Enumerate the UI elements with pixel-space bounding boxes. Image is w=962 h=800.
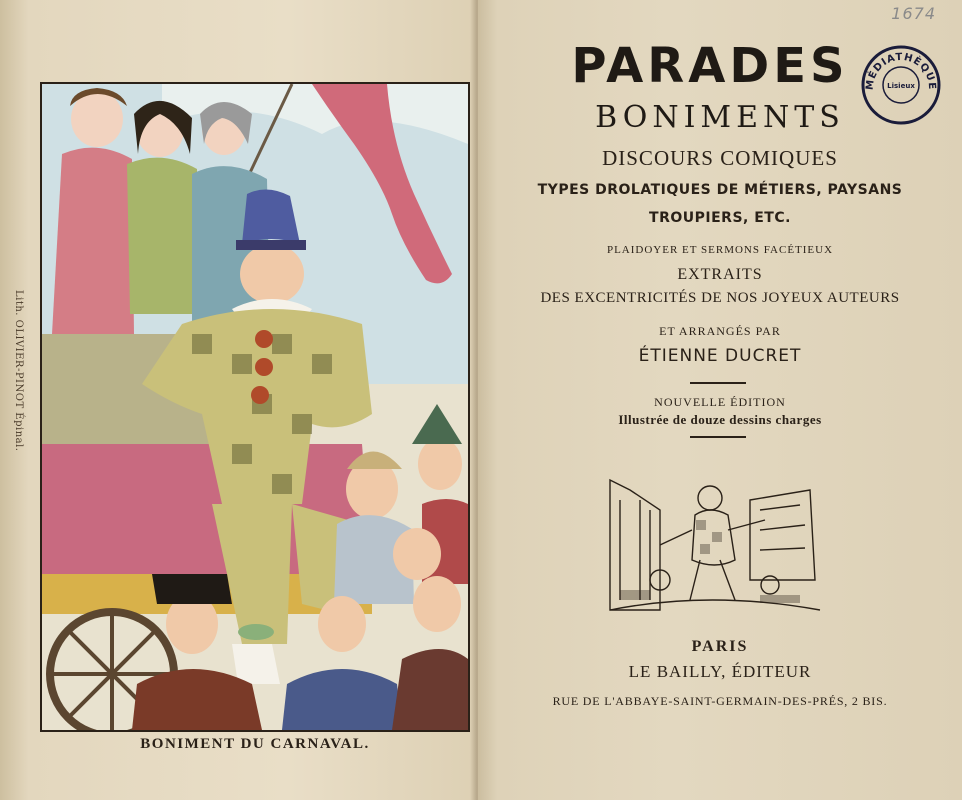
carnival-scene-image: [42, 84, 468, 730]
stamp-top-text: MÉDIATHÈQUE: [864, 51, 938, 91]
shelfmark-number: 1674: [891, 4, 936, 23]
illustration-caption: BONIMENT DU CARNAVAL.: [140, 736, 370, 752]
illustrations-note: Illustrée de douze dessins charges: [618, 412, 822, 427]
lithographer-credit: Lith. OLIVIER-PINOT Épinal.: [13, 290, 24, 452]
frontispiece-illustration: [40, 82, 470, 732]
title-line-types: TYPES DROLATIQUES DE MÉTIERS, PAYSANS: [537, 182, 903, 198]
book-title: PARADES: [571, 38, 849, 94]
book-subtitle: BONIMENTS: [595, 100, 845, 135]
author-name: ÉTIENNE DUCRET: [638, 346, 802, 366]
title-line-excentricites: DES EXCENTRICITÉS DE NOS JOYEUX AUTEURS: [540, 290, 900, 306]
publisher-name: LE BAILLY, ÉDITEUR: [628, 662, 812, 681]
title-line-arranges: ET ARRANGÉS PAR: [659, 324, 781, 338]
title-line-extraits: EXTRAITS: [677, 266, 763, 283]
title-line-discours: DISCOURS COMIQUES: [602, 146, 838, 170]
stamp-center-text: Lisieux: [887, 82, 915, 90]
left-page: [0, 0, 478, 800]
title-line-plaidoyer: PLAIDOYER ET SERMONS FACÉTIEUX: [606, 244, 834, 256]
rule-top: [690, 382, 746, 384]
rule-bottom: [690, 436, 746, 438]
publication-city: PARIS: [691, 638, 749, 655]
title-line-troupiers: TROUPIERS, ETC.: [649, 210, 791, 226]
edition-label: NOUVELLE ÉDITION: [654, 395, 786, 409]
vignette-engraving: [600, 470, 826, 620]
publisher-address: RUE DE L'ABBAYE-SAINT-GERMAIN-DES-PRÉS, 2 BIS.: [552, 694, 888, 708]
